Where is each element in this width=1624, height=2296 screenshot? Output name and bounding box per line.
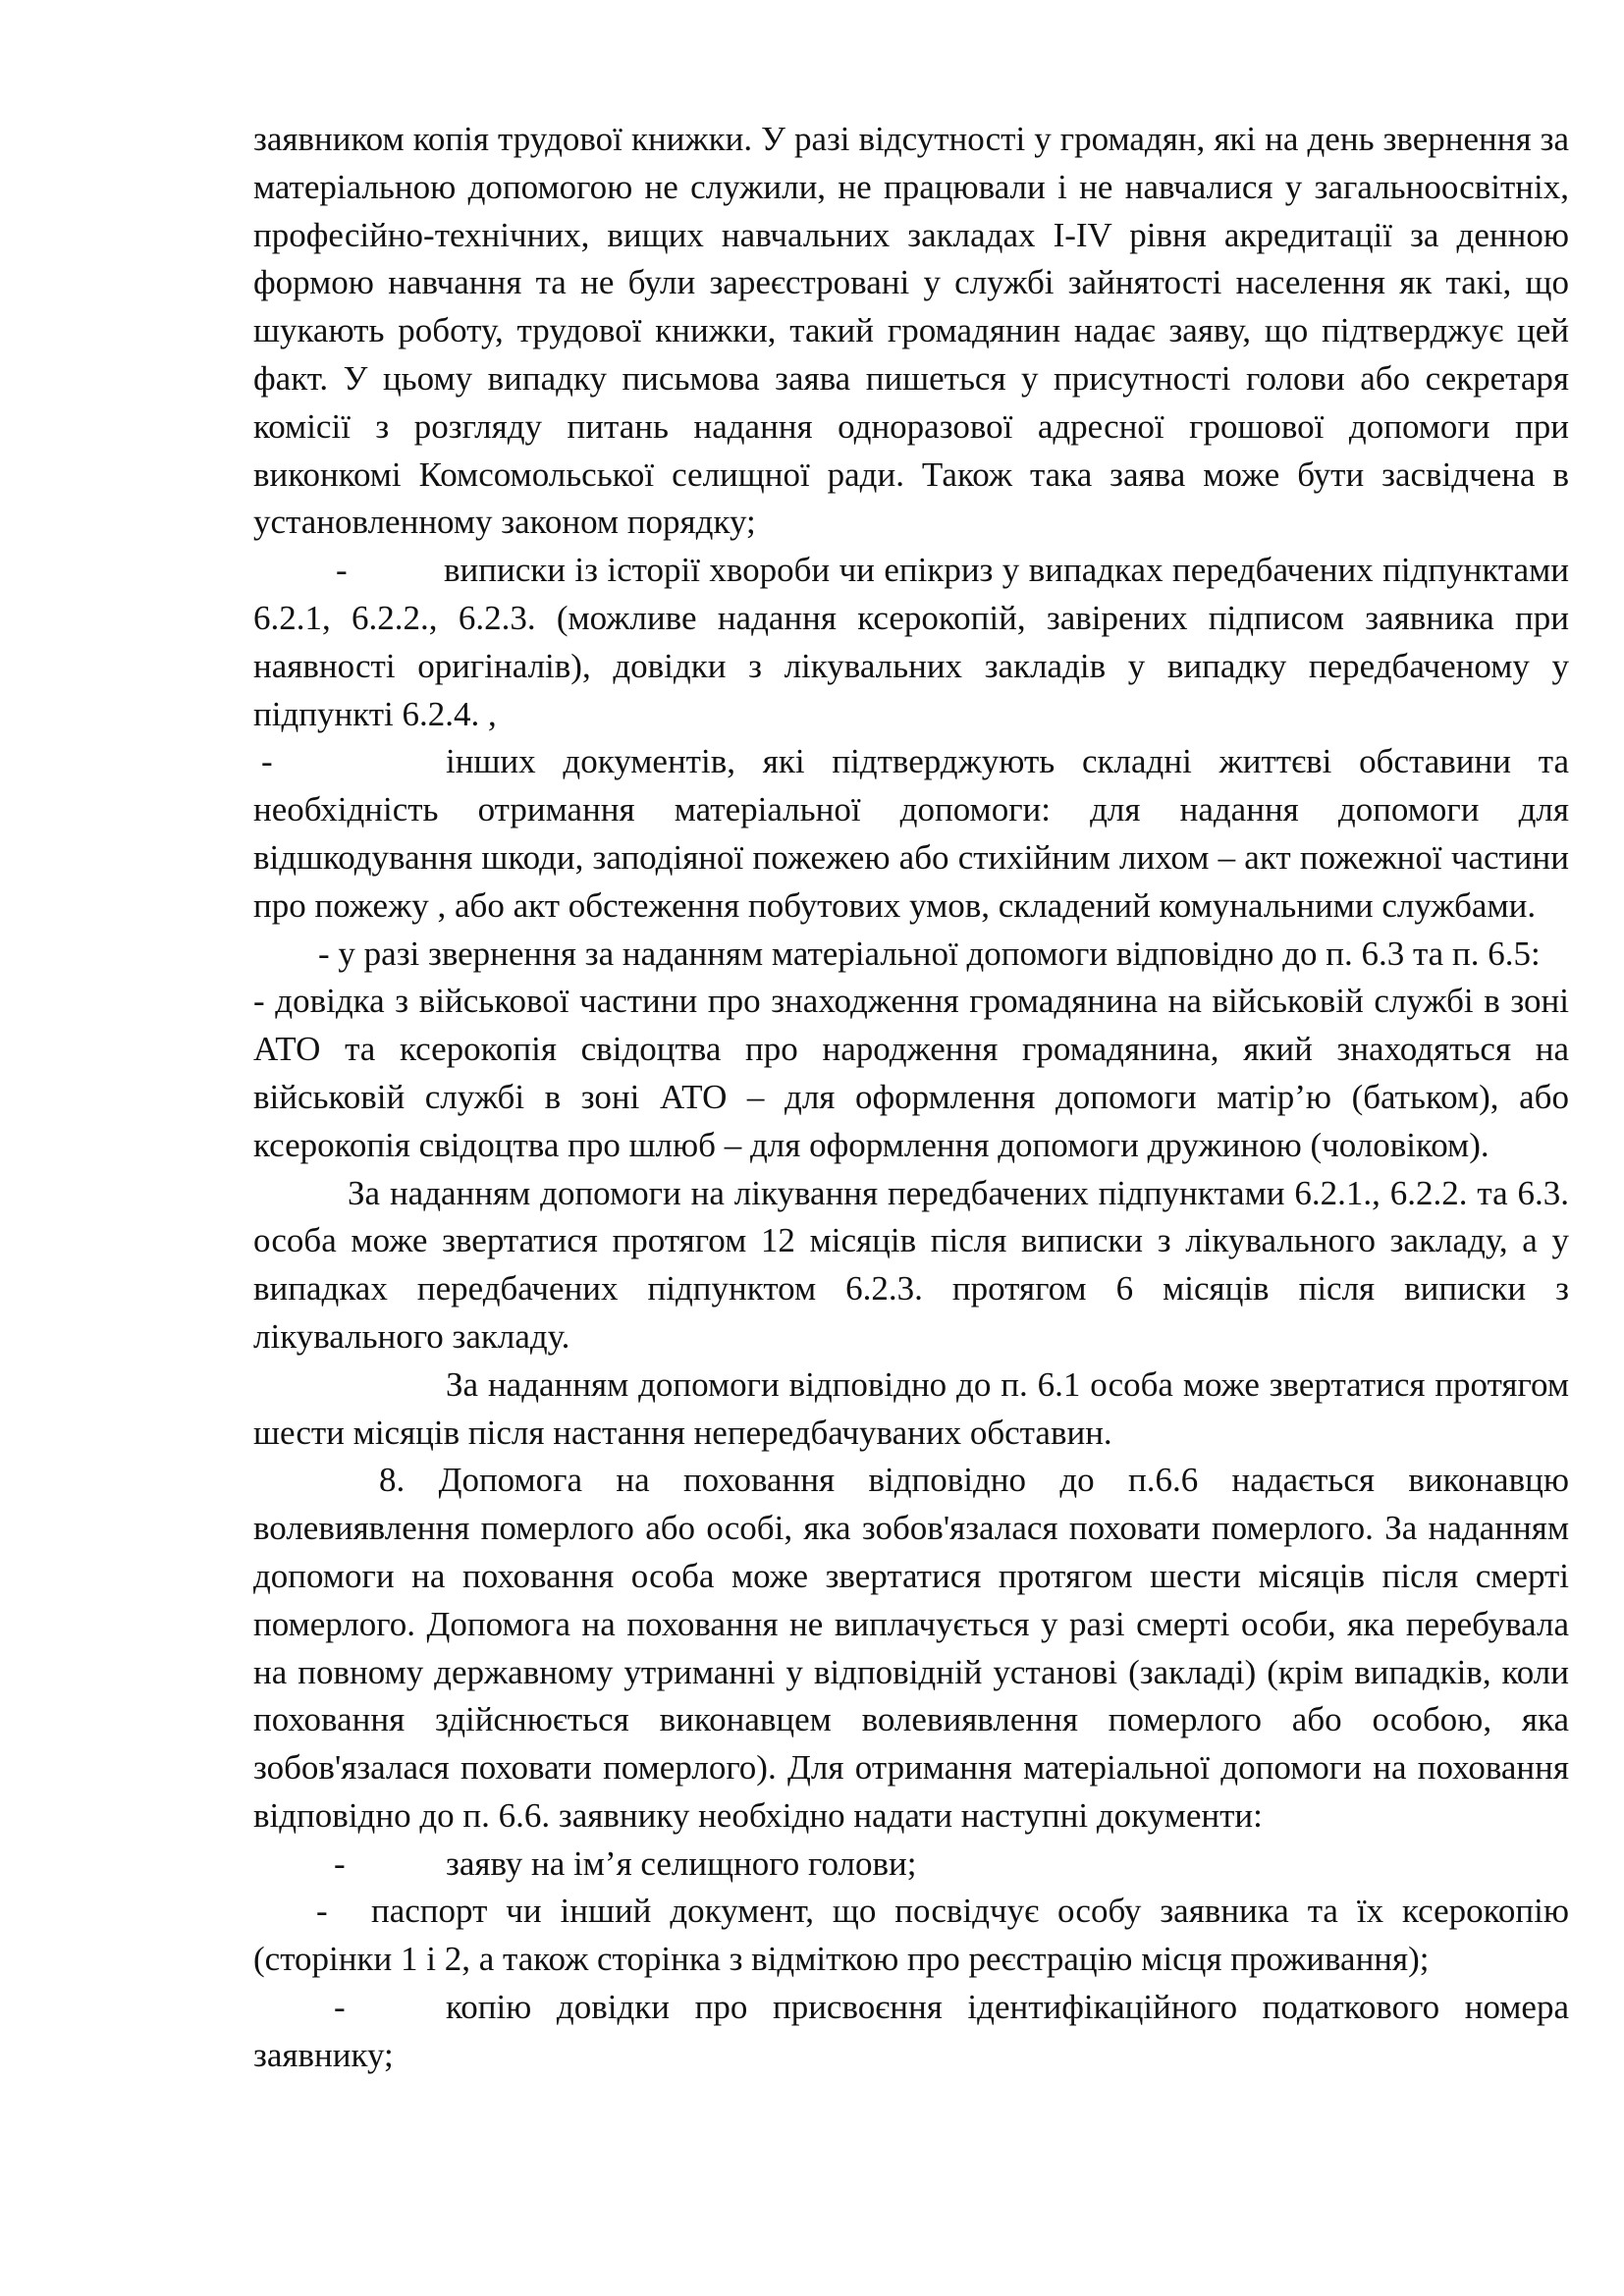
paragraph-unforeseen-deadline: За наданням допомоги відповідно до п. 6.1 особа може звертатися протягом шести місяців після настання непередбачуваних обставин. (253, 1364, 1569, 1452)
paragraph-ato-case (253, 931, 1569, 979)
paragraph-tax-number: - копію довідки про присвоєння ідентифікаційного податкового номера заявнику; (253, 1988, 1569, 2074)
document-page (253, 116, 1569, 2080)
paragraph-military-certificate: - довідка з військової частини про знаходження громадянина на військовій службі в зоні АТО та ксерокопія свідоцтва про народження громадянина, який знаходяться на військовій службі в зоні АТО – для оформлення допомоги матір’ю (батьком), або ксерокопія свідоцтва про шлюб – для оформлення допомоги дружиною (чоловіком). (253, 982, 1569, 1164)
paragraph-passport: - паспорт чи інший документ, що посвідчує особу заявника та їх ксерокопію (сторінки 1 і 2, а також сторінка з відміткою про реєстрацію місця проживання); (253, 1892, 1569, 1979)
other-documents-text: інших документів, які підтверджують складні життєві обставини та необхідність отримання матеріальної допомоги: для надання допомоги для відшкодування шкоди, заподіяної пожежею або стихійним лихом – акт пожежної частини про пожежу , або акт обстеження побутових умов, складений комунальними службами. (253, 742, 1569, 925)
passport-text: паспорт чи інший документ, що посвідчує особу заявника та їх ксерокопію (сторінки 1 і 2, а також сторінка з відміткою про реєстрацію місця проживання); (253, 1892, 1569, 1979)
paragraph-medical-extracts: - виписки із історії хвороби чи епікриз у випадках передбачених підпунктами 6.2.1, 6.2.2., 6.2.3. (можливе надання ксерокопій, завірених підписом заявника при наявності оригіналів), довідки з лікувальних закладів у випадку передбаченому у підпункті 6.2.4. , (253, 551, 1569, 733)
paragraph-treatment-deadline: За наданням допомоги на лікування передбачених підпунктами 6.2.1., 6.2.2. та 6.3. особа може звертатися протягом 12 місяців після виписки з лікувального закладу, а у випадках передбачених підпунктом 6.2.3. протягом 6 місяців після виписки з лікувального закладу. (253, 1173, 1569, 1356)
tax-number-text: копію довідки про присвоєння ідентифікаційного податкового номера заявнику; (253, 1988, 1569, 2074)
funeral-application-text: заяву на ім’я селищного голови; (446, 1843, 917, 1883)
paragraph-other-documents: - інших документів, які підтверджують складні життєві обставини та необхідність отримання матеріальної допомоги: для надання допомоги для відшкодування шкоди, заподіяної пожежею або стихійним лихом – акт пожежної частини про пожежу , або акт обстеження побутових умов, складений комунальними службами. (253, 742, 1569, 925)
ato-case-text: - у разі звернення за наданням матеріальної допомоги відповідно до п. 6.3 та п. 6.5: (318, 934, 1541, 973)
paragraph-employment-record: заявником копія трудової книжки. У разі відсутності у громадян, які на день звернення за матеріальною допомогою не служили, не працювали і не навчалися у загальноосвітніх, професійно-технічних, вищих навчальних закладах I-IV рівня акредитації за денною формою навчання та не були зареєстровані у службі зайнятості населення як такі, що шукають роботу, трудової книжки, такий громадянин надає заяву, що підтверджує цей факт. У цьому випадку письмова заява пишеться у присутності голови або секретаря комісії з розгляду питань надання одноразової адресної грошової допомоги при виконкомі Комсомольської селищної ради. Також така заява може бути засвідчена в установленному законом порядку; (253, 120, 1569, 542)
paragraph-funeral-application: - заяву на ім’я селищного голови; (334, 1843, 917, 1883)
paragraph-funeral-assistance: 8. Допомога на поховання відповідно до п.6.6 надається виконавцю волевиявлення померлого або особі, яка зобов'язалася поховати померлого. За наданням допомоги на поховання особа може звертатися протягом шести місяців після смерті померлого. Допомога на поховання не виплачується у разі смерті особи, яка перебувала на повному державному утриманні у відповідній установі (закладі) (крім випадків, коли поховання здійснюється виконавцем волевиявлення померлого або особою, яка зобов'язалася поховати померлого). Для отримання матеріальної допомоги на поховання відповідно до п. 6.6. заявнику необхідно надати наступні документи: (253, 1461, 1569, 1835)
medical-extracts-text: виписки із історії хвороби чи епікриз у випадках передбачених підпунктами 6.2.1, 6.2.2., 6.2.3. (можливе надання ксерокопій, завірених підписом заявника при наявності оригіналів), довідки з лікувальних закладів у випадку передбаченому у підпункті 6.2.4. , (253, 551, 1569, 733)
